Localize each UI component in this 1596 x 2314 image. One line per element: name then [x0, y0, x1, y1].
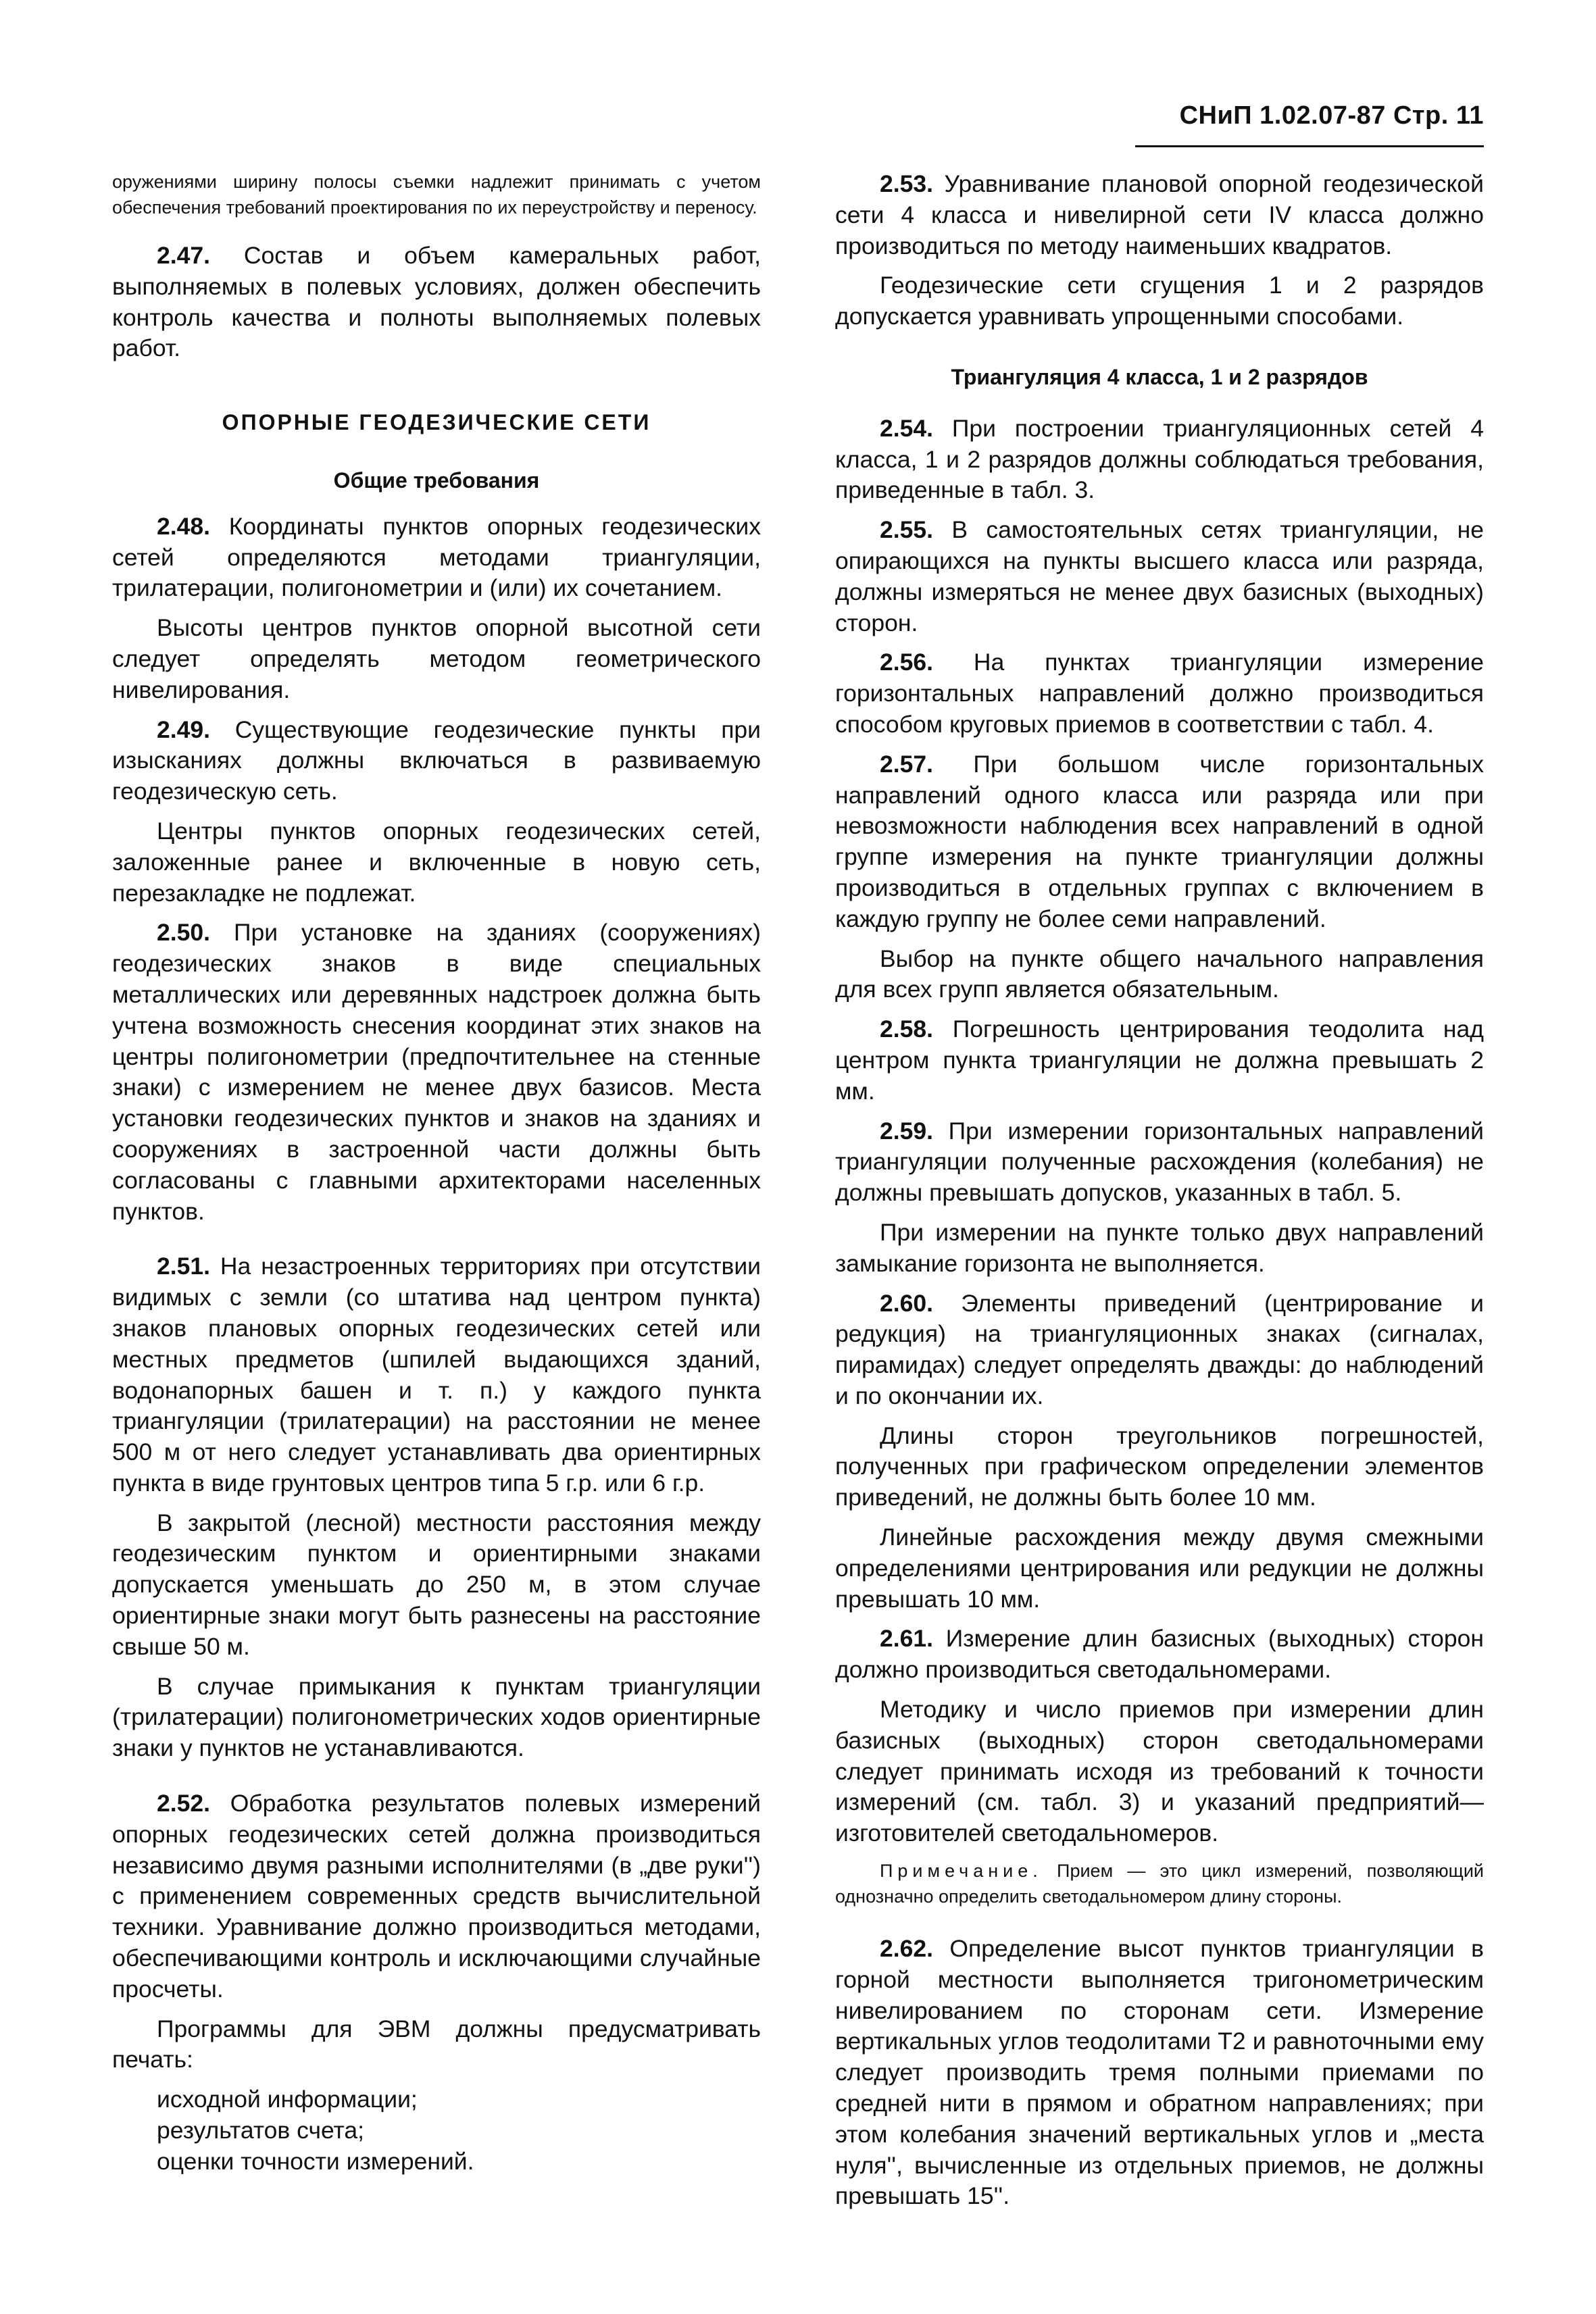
paragraph-2-52 — [112, 1788, 761, 2005]
paragraph-2-50 — [112, 917, 761, 1227]
paragraph-2-59b: При измерении на пункте только двух направлений замыкание горизонта не выполняется. — [835, 1218, 1484, 1277]
clause-text: В самостоятельных сетях триангуляции, не опирающихся на пункты высшего класса или разряда, должны измеряться не менее двух базисных (выходных) сторон. — [835, 516, 1484, 636]
paragraph-2-52b: Программы для ЭВМ должны предусматривать печать: — [112, 2015, 761, 2073]
clause-text: Элементы приведений (центрирование и редукция) на триангуляционных знаках (сигналах, пирамидах) следует определять дважды: до наблюдений и по окончании их. — [835, 1289, 1484, 1409]
paragraph-2-60c: Линейные расхождения между двумя смежными определениями центрирования или редукции не должны превышать 10 мм. — [835, 1524, 1484, 1613]
paragraph-2-57b: Выбор на пункте общего начального направления для всех групп является обязательным. — [835, 945, 1484, 1003]
clause-text: При большом числе горизонтальных направлений одного класса или разряда или при невозможности наблюдения всех направлений в одной группе измерения на пункте триангуляции должны производиться в отдельных группах с включением в каждую группу не более семи направлений. — [835, 750, 1484, 932]
clause-text: Существующие геодезические пункты при изысканиях должны включаться в развиваемую геодезическую сеть. — [112, 715, 761, 805]
clause-number: 2.57. — [880, 750, 933, 778]
clause-text: Обработка результатов полевых измерений опорных геодезических сетей должна производиться независимо двумя разными исполнителями (в „две руки'') с применением современных средств вычислительной техники. Уравнивание должно производиться методами, обеспечивающими контроль и исключающими случайные просчеты. — [112, 1790, 761, 2003]
paragraph-2-53b: Геодезические сети сгущения 1 и 2 разрядов допускается уравнивать упрощенными способами. — [835, 272, 1484, 330]
paragraph-2-48 — [112, 511, 761, 604]
paragraph-2-47 — [112, 241, 761, 364]
note-heading: Примечание. — [880, 1861, 1043, 1882]
note-text: Прием — это цикл измерений, позволяющий однозначно определить светодальномером длину стороны. — [835, 1861, 1484, 1907]
clause-text: Погрешность центрирования теодолита над центром пункта триангуляции не должна превышать 2 мм. — [835, 1015, 1484, 1105]
clause-text: Координаты пунктов опорных геодезических сетей определяются методами триангуляции, трилатерации, полигонометрии и (или) их сочетанием. — [112, 512, 761, 602]
clause-text: Уравнивание плановой опорной геодезической сети 4 класса и нивелирной сети IV класса должно производиться по методу наименьших квадратов. — [835, 170, 1484, 259]
paragraph-2-62 — [835, 1934, 1484, 2212]
paragraph-2-60b: Длины сторон треугольников погрешностей, полученных при графическом определении элементов приведений, не должны быть более 10 мм. — [835, 1422, 1484, 1511]
paragraph-2-57 — [835, 749, 1484, 935]
list-item: оценки точности измерений. — [157, 2147, 474, 2175]
clause-number: 2.50. — [157, 919, 210, 947]
subsection-title: Общие требования — [333, 468, 540, 493]
clause-number: 2.58. — [880, 1015, 933, 1043]
subsection-title-triangulation: Триангуляция 4 класса, 1 и 2 разрядов — [951, 364, 1368, 389]
paragraph-2-51 — [112, 1251, 761, 1499]
paragraph-2-55 — [835, 515, 1484, 638]
clause-text: На незастроенных территориях при отсутствии видимых с земли (со штатива над центром пункта) знаков плановых опорных геодезических сетей или местных предметов (шпилей выдающихся зданий, водонапорных башен и т. п.) у каждого пункта триангуляции (трилатерации) на расстоянии не менее 500 м от него следует устанавливать два ориентирных пункта в виде грунтовых центров типа 5 г.р. или 6 г.р. — [112, 1253, 761, 1496]
clause-number: 2.52. — [157, 1790, 210, 1817]
paragraph-intro: оружениями ширину полосы съемки надлежит принимать с учетом обеспечения требований проектирования по их переустройству и переносу. — [112, 172, 761, 218]
clause-number: 2.55. — [880, 516, 933, 544]
clause-number: 2.54. — [880, 414, 933, 442]
paragraph-2-54 — [835, 413, 1484, 506]
clause-number: 2.60. — [880, 1289, 933, 1317]
clause-number: 2.47. — [157, 242, 210, 269]
clause-number: 2.48. — [157, 512, 210, 540]
paragraph-2-58 — [835, 1014, 1484, 1107]
paragraph-2-49 — [112, 715, 761, 807]
clause-number: 2.51. — [157, 1253, 210, 1280]
clause-text: При построении триангуляционных сетей 4 класса, 1 и 2 разрядов должны соблюдаться требования, приведенные в табл. 3. — [835, 414, 1484, 504]
paragraph-2-51c: В случае примыкания к пунктам триангуляции (трилатерации) полигонометрических ходов ориентирные знаки у пунктов не устанавливаются. — [112, 1672, 761, 1762]
paragraph-2-48b: Высоты центров пунктов опорной высотной сети следует определять методом геометрического нивелирования. — [112, 614, 761, 703]
header-rule — [1135, 145, 1484, 147]
paragraph-2-49b: Центры пунктов опорных геодезических сетей, заложенные ранее и включенные в новую сеть, перезакладке не подлежат. — [112, 817, 761, 907]
clause-text: При измерении горизонтальных направлений триангуляции полученные расхождения (колебания) не должны превышать допусков, указанных в табл. 5. — [835, 1117, 1484, 1207]
note — [835, 1858, 1484, 1909]
clause-number: 2.56. — [880, 649, 933, 676]
clause-text: Определение высот пунктов триангуляции в горной местности выполняется тригонометрическим нивелированием по сторонам сети. Измерение вертикальных углов теодолитами Т2 и равноточными ему следует производить тремя полными приемами по средней нити в прямом и обратном направлениях; при этом колебания значений вертикальных углов и „места нуля'', вычисленные из отдельных приемов, не должны превышать 15''. — [835, 1935, 1484, 2210]
paragraph-2-60 — [835, 1288, 1484, 1412]
paragraph-2-61b: Методику и число приемов при измерении длин базисных (выходных) сторон светодальномерами следует принимать исходя из требований к точности измерений (см. табл. 3) и указаний предприятий—изготовителей светодальномеров. — [835, 1696, 1484, 1847]
right-column — [835, 169, 1484, 2221]
clause-text: При установке на зданиях (сооружениях) геодезических знаков в виде специальных металлических или деревянных надстроек должна быть учтена возможность снесения координат этих знаков на центры полигонометрии (предпочтительнее на стенные знаки) с измерением не менее двух базисов. Места установки геодезических пунктов и знаков на зданиях и сооружениях в застроенной части должны быть согласованы с главными архитекторами населенных пунктов. — [112, 919, 761, 1225]
paragraph-2-56 — [835, 647, 1484, 740]
clause-text: На пунктах триангуляции измерение горизонтальных направлений должно производиться способом круговых приемов в соответствии с табл. 4. — [835, 649, 1484, 738]
clause-number: 2.49. — [157, 715, 210, 743]
clause-number: 2.59. — [880, 1117, 933, 1145]
clause-text: Состав и объем камеральных работ, выполняемых в полевых условиях, должен обеспечить контроль качества и полноты выполняемых полевых работ. — [112, 242, 761, 362]
clause-number: 2.53. — [880, 170, 933, 197]
paragraph-2-53 — [835, 169, 1484, 261]
list-item: результатов счета; — [157, 2117, 365, 2144]
paragraph-2-59 — [835, 1116, 1484, 1209]
paragraph-2-61 — [835, 1624, 1484, 1686]
clause-number: 2.62. — [880, 1935, 933, 1963]
left-column — [112, 169, 761, 2178]
clause-number: 2.61. — [880, 1625, 933, 1653]
page-header: СНиП 1.02.07-87 Стр. 11 — [1179, 101, 1484, 130]
list-item: исходной информации; — [157, 2086, 418, 2113]
clause-text: Измерение длин базисных (выходных) сторон должно производиться светодальномерами. — [835, 1625, 1484, 1684]
paragraph-2-51b: В закрытой (лесной) местности расстояния между геодезическим пунктом и ориентирными знаками допускается уменьшать до 250 м, в этом случае ориентирные знаки могут быть разнесены на расстояние свыше 50 м. — [112, 1509, 761, 1660]
section-title: ОПОРНЫЕ ГЕОДЕЗИЧЕСКИЕ СЕТИ — [222, 410, 651, 435]
